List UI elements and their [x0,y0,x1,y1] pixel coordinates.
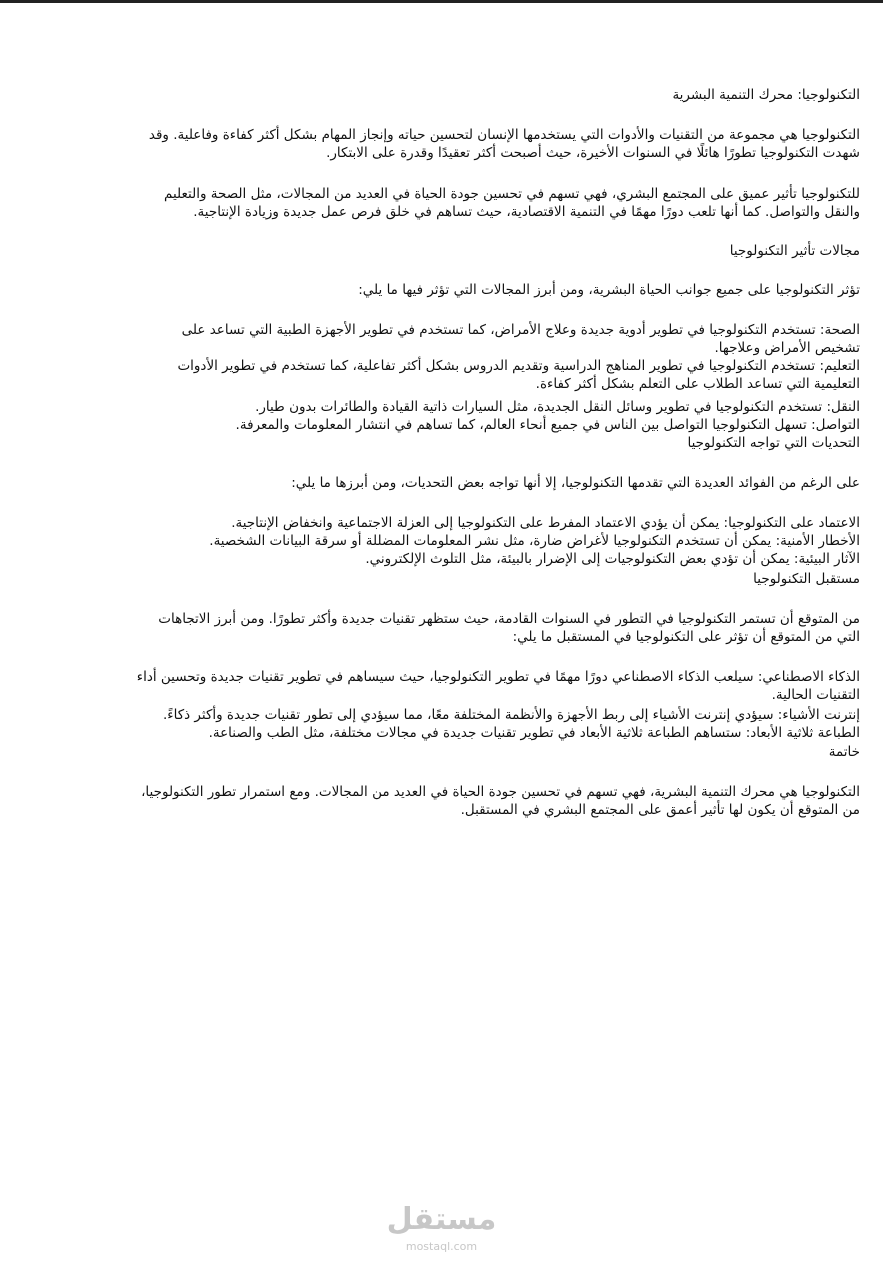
section-heading: التحديات التي تواجه التكنولوجيا [687,435,860,451]
paragraph-line: والنقل والتواصل. كما أنها تلعب دورًا مهمًا في التنمية الاقتصادية، حيث تساهم في خلق فرص عمل جديدة وزيادة الإنتاجية. [193,204,860,220]
list-item-line: التعليمية التي تساعد الطلاب على التعلم بشكل أكثر كفاءة. [535,376,860,392]
section-heading: مستقبل التكنولوجيا [753,571,860,587]
list-item-line: التقنيات الحالية. [771,687,860,703]
paragraph-line: التي من المتوقع أن تؤثر على التكنولوجيا في المستقبل ما يلي: [512,629,860,645]
list-item-line: النقل: تستخدم التكنولوجيا في تطوير وسائل النقل الجديدة، مثل السيارات ذاتية القيادة والطائرات بدون طيار. [255,399,860,415]
document-title: التكنولوجيا: محرك التنمية البشرية [672,87,860,103]
list-item-line: التواصل: تسهل التكنولوجيا التواصل بين الناس في جميع أنحاء العالم، كما تساهم في انتشار المعلومات والمعرفة. [235,417,860,433]
list-item-line: إنترنت الأشياء: سيؤدي إنترنت الأشياء إلى ربط الأجهزة والأنظمة المختلفة معًا، مما سيؤدي إلى تطور تقنيات جديدة وأكثر ذكاءً. [162,707,860,723]
list-item-line: الآثار البيئية: يمكن أن تؤدي بعض التكنولوجيات إلى الإضرار بالبيئة، مثل التلوث الإلكتروني. [365,551,860,567]
watermark-logo: مستقل [386,1202,497,1237]
section-heading: خاتمة [828,744,860,760]
paragraph-line: التكنولوجيا هي مجموعة من التقنيات والأدوات التي يستخدمها الإنسان لتحسين حياته وإنجاز المهام بشكل أكثر كفاءة وفاعلية. وقد [148,127,860,143]
paragraph-line: التكنولوجيا هي محرك التنمية البشرية، فهي تسهم في تحسين جودة الحياة في العديد من المجالات. ومع استمرار تطور التكنولوجيا، [141,784,860,800]
list-item-line: الصحة: تستخدم التكنولوجيا في تطوير أدوية جديدة وعلاج الأمراض، كما تستخدم في تطوير الأجهزة الطبية التي تساعد على [181,322,860,338]
paragraph-line: من المتوقع أن تستمر التكنولوجيا في التطور في السنوات القادمة، حيث ستظهر تقنيات جديدة وأكثر تطورًا. ومن أبرز الاتجاهات [158,611,860,627]
watermark-site: mostaql.com [405,1240,478,1253]
paragraph-line: تؤثر التكنولوجيا على جميع جوانب الحياة البشرية، ومن أبرز المجالات التي تؤثر فيها ما يلي: [358,282,860,298]
list-item-line: الاعتماد على التكنولوجيا: يمكن أن يؤدي الاعتماد المفرط على التكنولوجيا إلى العزلة الاجتماعية وانخفاض الإنتاجية. [231,515,860,531]
paragraph-line: على الرغم من الفوائد العديدة التي تقدمها التكنولوجيا، إلا أنها تواجه بعض التحديات، ومن أبرزها ما يلي: [291,475,860,491]
paragraph-line: من المتوقع أن يكون لها تأثير أعمق على المجتمع البشري في المستقبل. [460,802,860,818]
list-item-line: الأخطار الأمنية: يمكن أن تستخدم التكنولوجيا لأغراض ضارة، مثل نشر المعلومات المضللة أو سرقة البيانات الشخصية. [209,533,860,549]
list-item-line: تشخيص الأمراض وعلاجها. [714,340,860,356]
paragraph-line: شهدت التكنولوجيا تطورًا هائلًا في السنوات الأخيرة، حيث أصبحت أكثر تعقيدًا وقدرة على الابتكار. [326,145,860,161]
paragraph-line: للتكنولوجيا تأثير عميق على المجتمع البشري، فهي تسهم في تحسين جودة الحياة في العديد من المجالات، مثل الصحة والتعليم [163,186,860,202]
list-item-line: التعليم: تستخدم التكنولوجيا في تطوير المناهج الدراسية وتقديم الدروس بشكل أكثر تفاعلية، كما تستخدم في تطوير الأدوات [177,358,860,374]
section-heading: مجالات تأثير التكنولوجيا [729,243,860,259]
list-item-line: الذكاء الاصطناعي: سيلعب الذكاء الاصطناعي دورًا مهمًا في تطوير التكنولوجيا، حيث سيساهم في تطوير تقنيات جديدة وتحسين أداء [136,669,860,685]
list-item-line: الطباعة ثلاثية الأبعاد: ستساهم الطباعة ثلاثية الأبعاد في تطوير تقنيات جديدة في مجالات مختلفة، مثل الطب والصناعة. [208,725,860,741]
